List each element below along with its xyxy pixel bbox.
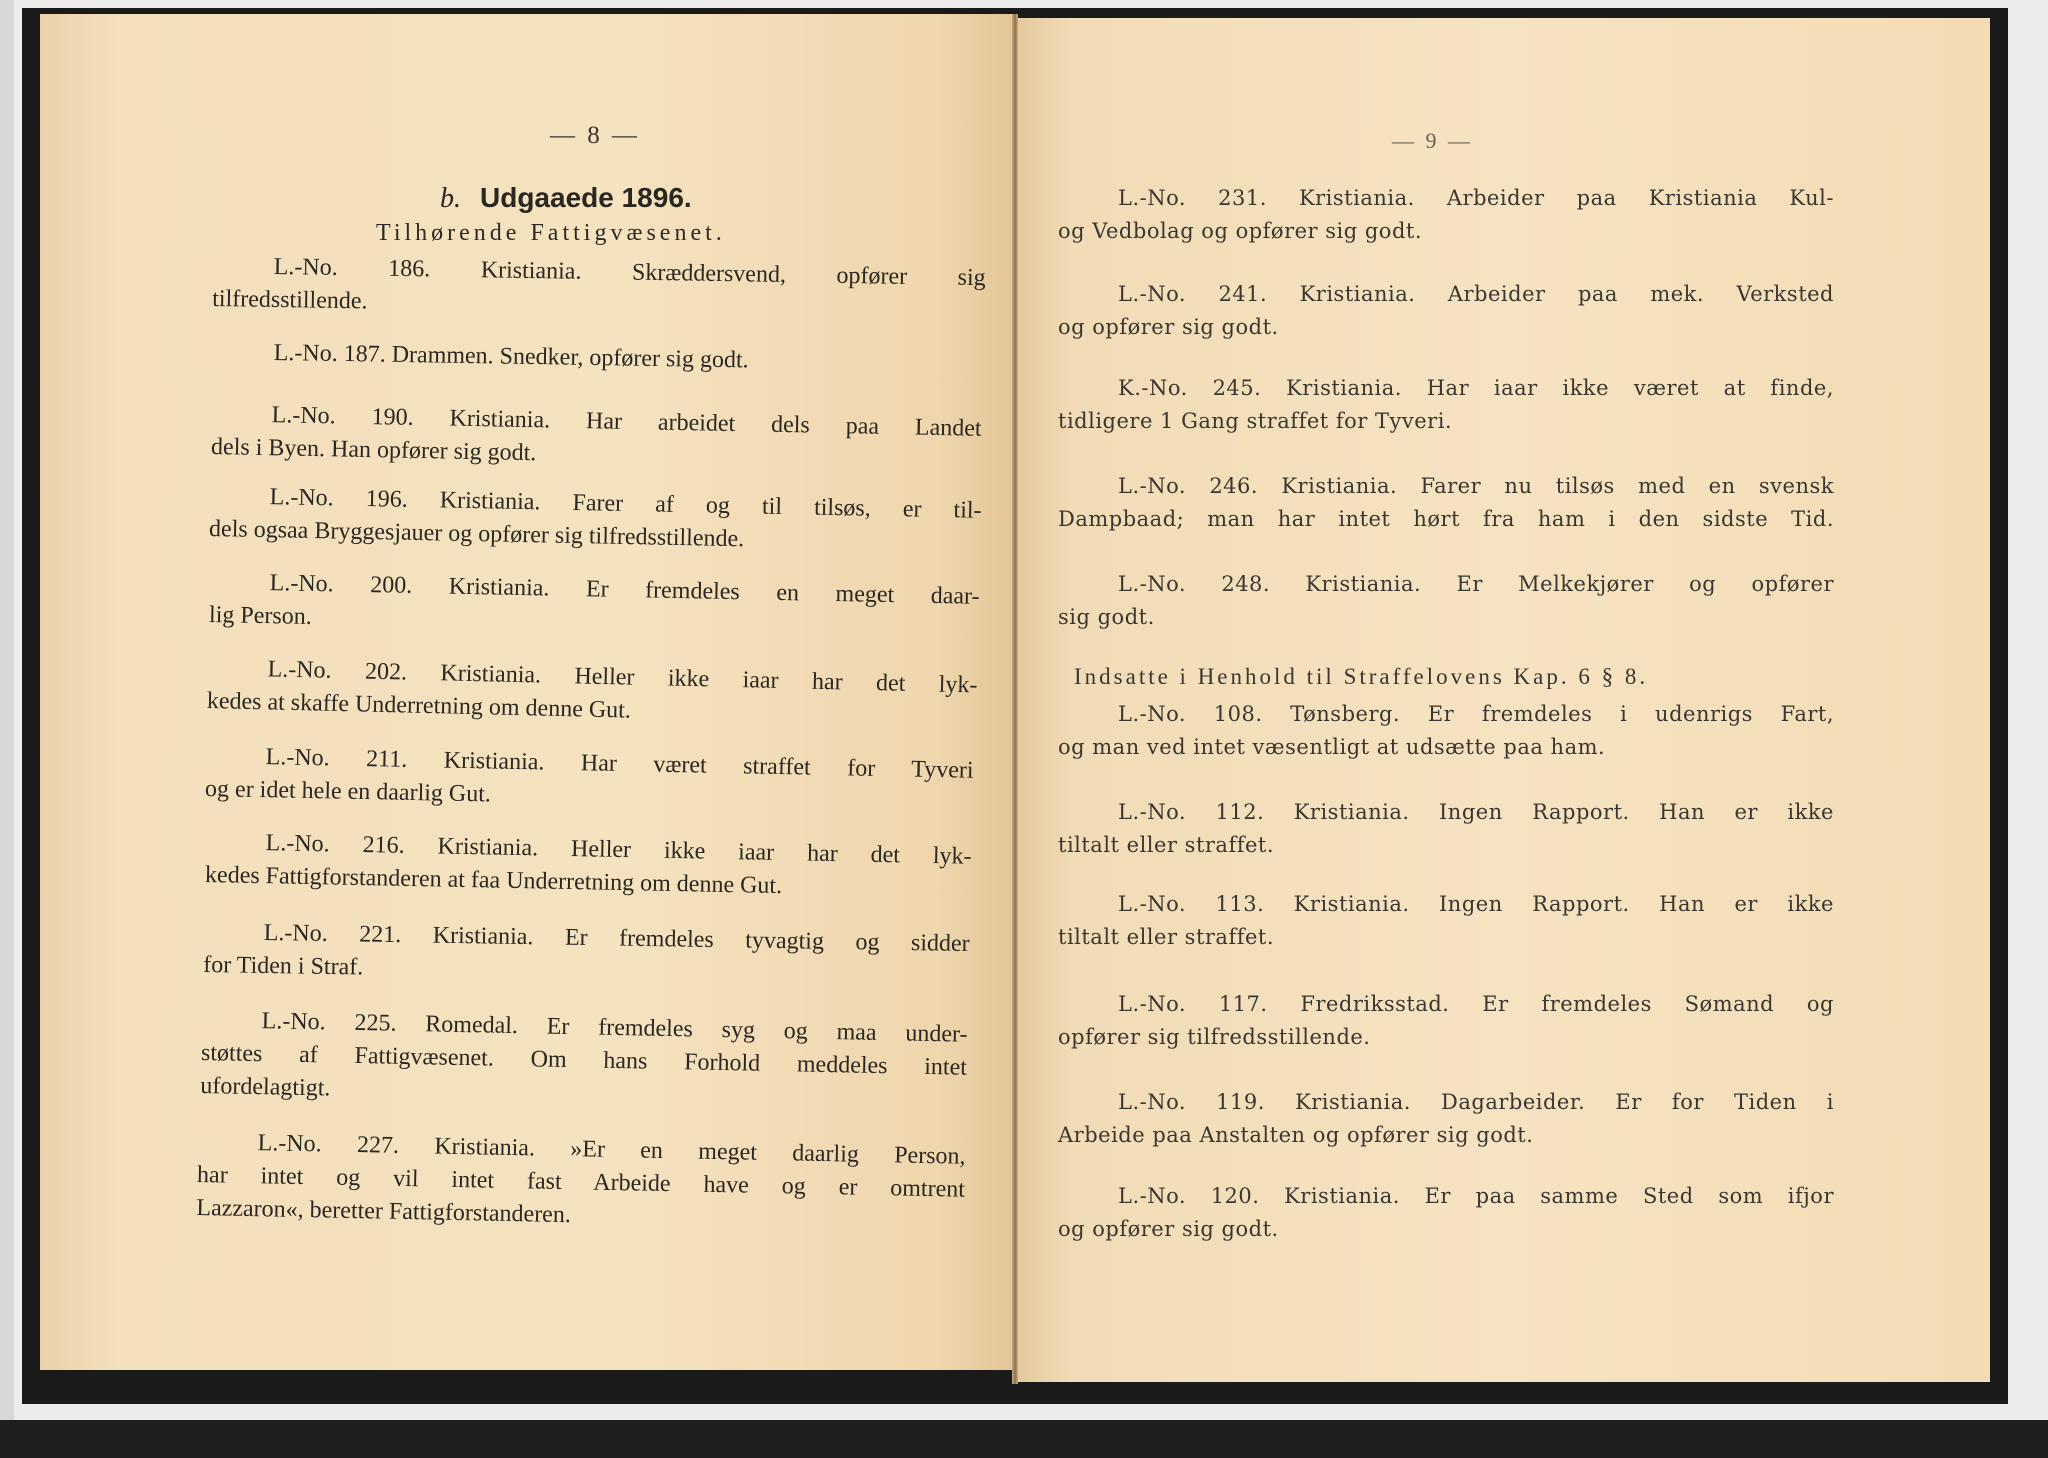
- entry-line: og er idet hele en daarlig Gut.: [204, 775, 492, 808]
- book-gutter: [1012, 14, 1018, 1384]
- entry-line: L.-No. 119. Kristiania. Dagarbeider. Er for Tiden i: [1118, 1090, 1834, 1114]
- entry-line: og opfører sig godt.: [1058, 1217, 1279, 1241]
- entry-r246: [1058, 470, 1834, 536]
- entry-line: L.-No. 241. Kristiania. Arbeider paa mek. Verksted: [1118, 282, 1834, 306]
- entry-r248: [1058, 568, 1834, 634]
- entry-r108: [1058, 698, 1834, 764]
- entry-line: kedes Fattigforstanderen at faa Underretning om denne Gut.: [204, 861, 783, 900]
- entry-line: L.-No. 225. Romedal. Er fremdeles syg og maa under-: [261, 1008, 968, 1048]
- entry-l221: [203, 916, 970, 994]
- entry-line: kedes at skaffe Underretning om denne Gut.: [206, 687, 632, 724]
- entry-line: L.-No. 187. Drammen. Snedker, opfører sig godt.: [273, 339, 749, 374]
- entry-line: Dampbaad; man har intet hørt fra ham i den sidste Tid.: [1058, 507, 1834, 531]
- section-letter: b.: [440, 183, 461, 214]
- scanner-left-edge: [0, 0, 14, 1420]
- entry-line: L.-No. 112. Kristiania. Ingen Rapport. Han er ikke: [1118, 800, 1834, 824]
- entry-line: L.-No. 211. Kristiania. Har været straffet for Tyveri: [265, 744, 974, 784]
- entry-line: støttes af Fattigvæsenet. Om hans Forhold meddeles intet: [200, 1039, 968, 1081]
- entry-line: dels i Byen. Han opfører sig godt.: [210, 433, 537, 467]
- entry-line: L.-No. 108. Tønsberg. Er fremdeles i udenrigs Fart,: [1118, 702, 1834, 726]
- entry-line: tiltalt eller straffet.: [1058, 925, 1275, 949]
- entry-line: L.-No. 231. Kristiania. Arbeider paa Kristiania Kul-: [1118, 186, 1834, 210]
- entry-r117: [1058, 988, 1834, 1054]
- entry-line: og man ved intet væsentligt at udsætte paa ham.: [1058, 735, 1606, 759]
- page-number-left: — 8 —: [550, 122, 640, 149]
- entry-r245: [1058, 372, 1834, 438]
- entry-r112: [1058, 796, 1834, 862]
- entry-line: har intet og vil intet fast Arbeide have og er omtrent: [196, 1161, 966, 1203]
- scanner-bottom-bar: [0, 1420, 2048, 1458]
- page-number-right: — 9 —: [1392, 128, 1473, 153]
- entry-line: for Tiden i Straf.: [203, 951, 364, 981]
- entry-r241: [1058, 278, 1834, 344]
- entry-line: ufordelagtigt.: [200, 1072, 331, 1102]
- entry-r113: [1058, 888, 1834, 954]
- entry-line: L.-No. 120. Kristiania. Er paa samme Sted som ifjor: [1118, 1184, 1834, 1208]
- entry-r231: [1058, 182, 1834, 248]
- entry-line: Arbeide paa Anstalten og opfører sig godt.: [1058, 1123, 1534, 1147]
- entry-line: tidligere 1 Gang straffet for Tyveri.: [1058, 409, 1453, 433]
- entry-line: L.-No. 248. Kristiania. Er Melkekjører og opfører: [1118, 572, 1834, 596]
- subheading-right: Indsatte i Henhold til Straffelovens Kap. 6 § 8.: [1074, 664, 1649, 689]
- entry-line: L.-No. 216. Kristiania. Heller ikke iaar har det lyk-: [265, 830, 972, 870]
- entry-l227: [196, 1126, 966, 1240]
- entry-l225: [200, 1004, 968, 1118]
- entry-line: lig Person.: [208, 601, 312, 630]
- entry-line: tiltalt eller straffet.: [1058, 833, 1275, 857]
- subheading-left: Tilhørende Fattigvæsenet.: [376, 220, 726, 246]
- entry-line: sig godt.: [1058, 605, 1155, 629]
- entry-line: Lazzaron«, beretter Fattigforstanderen.: [196, 1194, 572, 1229]
- entry-line: L.-No. 202. Kristiania. Heller ikke iaar har det lyk-: [267, 656, 978, 699]
- entry-r119: [1058, 1086, 1834, 1152]
- entry-line: L.-No. 200. Kristiania. Er fremdeles en meget daar-: [269, 570, 980, 610]
- entry-line: L.-No. 186. Kristiania. Skræddersvend, opfører sig: [273, 253, 986, 292]
- section-title: Udgaaede 1896.: [480, 182, 692, 213]
- entry-r120: [1058, 1180, 1834, 1246]
- entry-line: L.-No. 246. Kristiania. Farer nu tilsøs med en svensk: [1118, 474, 1834, 498]
- entry-line: L.-No. 227. Kristiania. »Er en meget daarlig Person,: [257, 1130, 966, 1170]
- entry-line: L.-No. 190. Kristiania. Har arbeidet dels paa Landet: [271, 402, 982, 442]
- entry-line: L.-No. 196. Kristiania. Farer af og til tilsøs, er til-: [269, 484, 982, 524]
- entry-line: L.-No. 221. Kristiania. Er fremdeles tyvagtig og sidder: [263, 919, 970, 958]
- entry-line: K.-No. 245. Kristiania. Har iaar ikke været at finde,: [1118, 376, 1834, 400]
- entry-line: og Vedbolag og opfører sig godt.: [1058, 219, 1423, 243]
- entry-line: L.-No. 117. Fredriksstad. Er fremdeles Sømand og: [1118, 992, 1834, 1016]
- entry-line: opfører sig tilfredsstillende.: [1058, 1025, 1371, 1049]
- section-heading: [440, 182, 692, 215]
- entry-line: dels ogsaa Bryggesjauer og opfører sig tilfredsstillende.: [208, 515, 745, 553]
- entry-line: og opfører sig godt.: [1058, 315, 1279, 339]
- entry-line: L.-No. 113. Kristiania. Ingen Rapport. Han er ikke: [1118, 892, 1834, 916]
- entry-l186: [213, 250, 986, 328]
- entry-line: tilfredsstillende.: [212, 285, 368, 315]
